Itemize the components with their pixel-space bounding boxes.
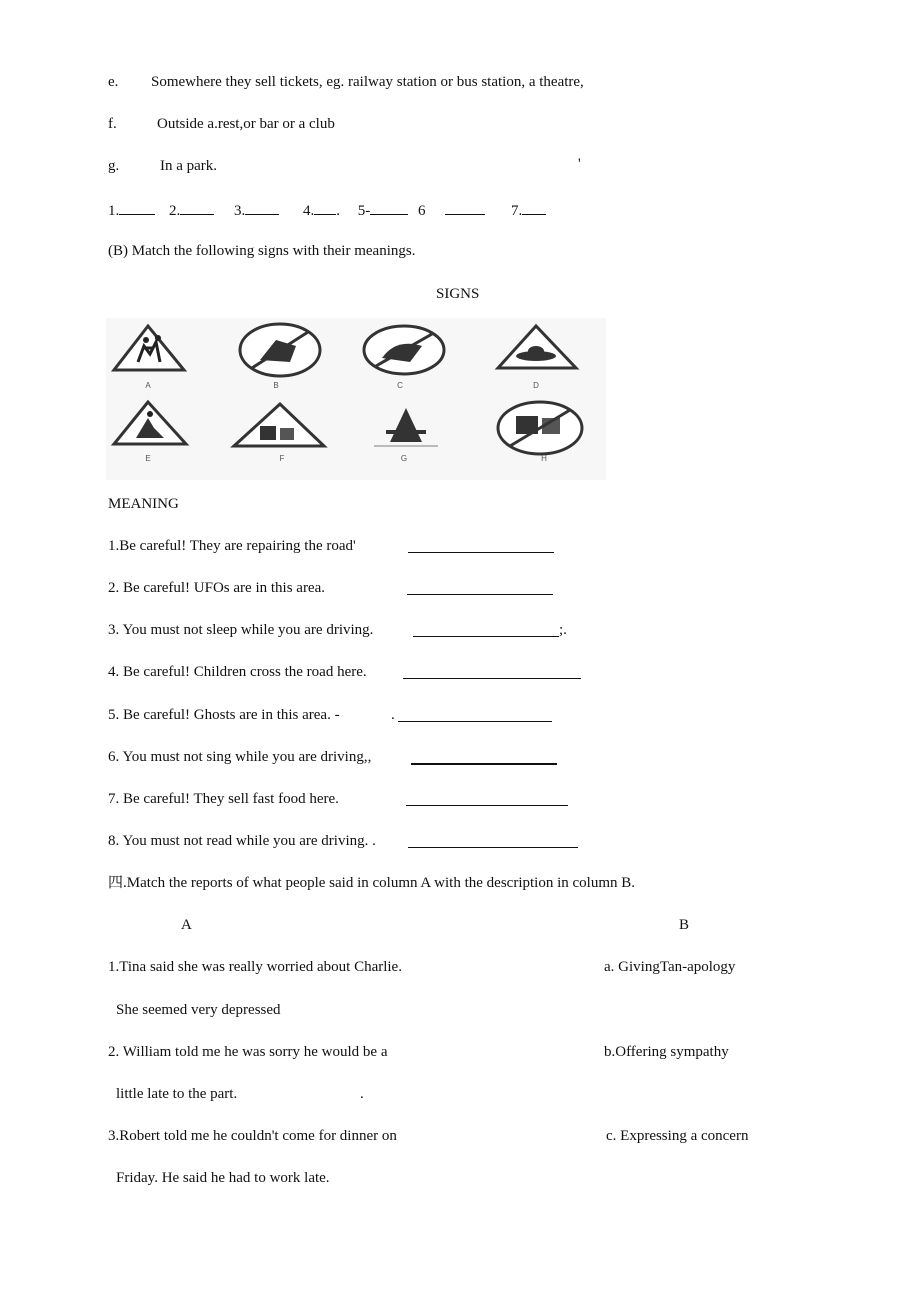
item-f (108, 115, 335, 133)
meaning-title: MEANING (108, 496, 179, 512)
signs-title: SIGNS (436, 286, 480, 302)
column-a-item-1-line1: 1.Tina said she was really worried about Charlie. (108, 959, 402, 975)
answer-blank-5[interactable] (370, 200, 408, 215)
column-a-item-3-line1: 3.Robert told me he couldn't come for dinner on (108, 1128, 397, 1144)
meaning-suffix: ;. (559, 622, 567, 638)
sign-letter-a: A (145, 381, 151, 390)
sign-d-ufo-icon (498, 326, 576, 368)
answer-blank-4[interactable] (314, 200, 336, 215)
section4-instruction: 四.Match the reports of what people said in column A with the description in column B. (108, 875, 635, 891)
sign-letter-b: B (273, 381, 279, 390)
item-text: In a park. (160, 158, 218, 174)
stray-mark: ' (578, 156, 581, 172)
sign-letter-d: D (533, 381, 539, 390)
answer-label-7: 7. (511, 203, 523, 219)
answer-label-3: 3. (234, 203, 246, 219)
meaning-row (108, 790, 339, 808)
answer-blank-6[interactable] (445, 200, 485, 215)
meaning-text: 4. Be careful! Children cross the road here. (108, 664, 367, 680)
sign-b-no-singing-icon (240, 324, 320, 376)
meaning-blank[interactable] (406, 791, 568, 806)
item-text: Somewhere they sell tickets, eg. railway station or bus station, a theatre, (151, 74, 584, 90)
answer-blank-7[interactable] (522, 200, 546, 215)
column-a-item-2-line2: little late to the part. (116, 1086, 238, 1102)
answer-label-1: 1. (108, 203, 120, 219)
item-letter: f. (108, 116, 117, 132)
column-a-item-3-line2: Friday. He said he had to work late. (116, 1170, 330, 1186)
meaning-blank[interactable] (407, 580, 553, 595)
meaning-row (108, 748, 371, 766)
sign-g-ghost-icon (374, 408, 438, 446)
answer-label-5: 5- (357, 203, 371, 219)
meaning-text: 8. You must not read while you are driving. . (108, 833, 376, 849)
answer-blank-3[interactable] (245, 200, 279, 215)
meaning-blank[interactable] (413, 622, 559, 637)
answer-label-2: 2. (169, 203, 181, 219)
answer-label-4: 4. (303, 203, 315, 219)
meaning-text: 7. Be careful! They sell fast food here. (108, 791, 339, 807)
meaning-row (108, 663, 367, 681)
answer-blank-1[interactable] (119, 200, 155, 215)
item-letter: e. (108, 74, 119, 90)
column-b-header: B (679, 917, 690, 933)
meaning-prefix: . (391, 707, 395, 723)
sign-h-no-reading-icon (498, 402, 582, 454)
meaning-blank[interactable] (408, 833, 578, 848)
item-e (108, 73, 584, 91)
column-b-item-c: c. Expressing a concern (606, 1128, 749, 1144)
meaning-row (108, 832, 376, 850)
meaning-blank[interactable] (403, 664, 581, 679)
meaning-text: 2. Be careful! UFOs are in this area. (108, 580, 326, 596)
meaning-text: 5. Be careful! Ghosts are in this area. - (108, 707, 340, 723)
sign-c-no-sleeping-icon (364, 326, 444, 374)
answer-dot: . (336, 203, 340, 219)
sign-letter-e: E (145, 454, 151, 463)
meaning-text: 1.Be careful! They are repairing the road' (108, 538, 356, 554)
answers-row (108, 200, 546, 220)
meaning-row (108, 706, 395, 724)
meaning-row (108, 537, 356, 555)
item-g (108, 157, 218, 175)
sign-e-road-works-icon (114, 402, 186, 444)
column-a-item-2-dot: . (360, 1086, 364, 1102)
section-b-instruction: (B) Match the following signs with their meanings. (108, 243, 416, 259)
answer-label-6: 6 (418, 203, 426, 219)
meaning-blank[interactable] (408, 538, 554, 553)
meaning-blank[interactable] (398, 707, 552, 722)
sign-letter-g: G (400, 454, 408, 463)
answer-blank-2[interactable] (180, 200, 214, 215)
sign-a-children-crossing-icon (114, 326, 184, 370)
column-a-item-2-line1: 2. William told me he was sorry he would be a (108, 1044, 388, 1060)
column-a-item-1-line2: She seemed very depressed (116, 1002, 281, 1018)
sign-letter-c: C (397, 381, 403, 390)
sign-f-fast-food-icon (234, 404, 324, 446)
meaning-text: 6. You must not sing while you are driving,, (108, 749, 372, 765)
meaning-row (108, 579, 325, 597)
meaning-text: 3. You must not sleep while you are driving. (108, 622, 374, 638)
meaning-blank[interactable] (411, 749, 557, 765)
sign-letter-h: H (541, 454, 547, 463)
item-text: Outside a.rest,or bar or a club (157, 116, 335, 132)
item-letter: g. (108, 158, 120, 174)
column-a-header: A (181, 917, 192, 933)
column-b-item-b: b.Offering sympathy (604, 1044, 729, 1060)
sign-letter-f: F (279, 454, 285, 463)
meaning-row (108, 621, 567, 639)
column-b-item-a: a. GivingTan-apology (604, 959, 736, 975)
signs-image (106, 318, 606, 480)
